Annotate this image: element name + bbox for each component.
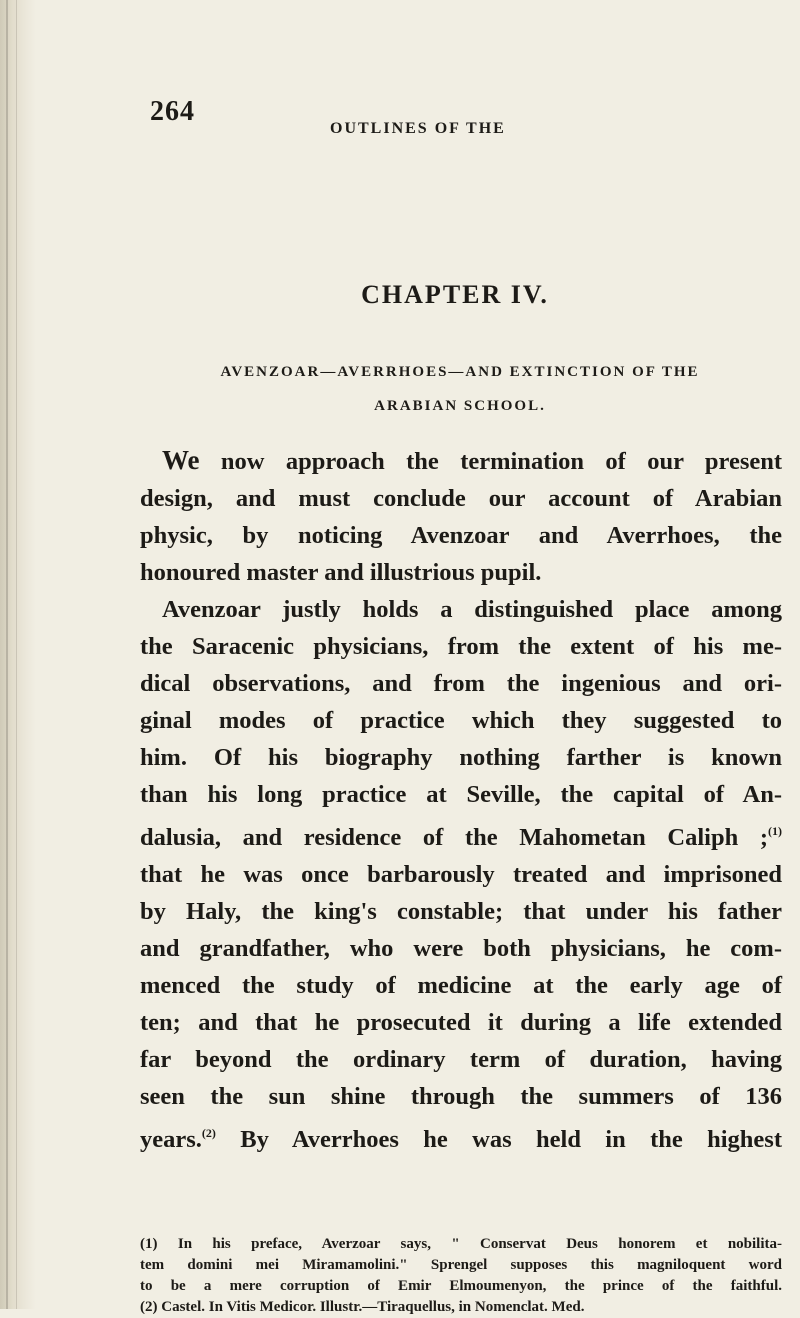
text-line-content: now approach the termination of our present	[220, 448, 783, 475]
chapter-subtitle-line-2: ARABIAN SCHOOL.	[374, 398, 546, 414]
text-line	[140, 813, 782, 856]
chapter-subtitle-line-1: AVENZOAR—AVERRHOES—AND EXTINCTION OF THE	[220, 364, 700, 380]
text-line: dical observations, and from the ingenious and ori-	[140, 670, 782, 697]
text-line: Avenzoar justly holds a distinguished place among	[162, 596, 782, 623]
text-line-content: years.	[140, 1126, 202, 1153]
text-line: than his long practice at Seville, the capital of An-	[140, 781, 782, 808]
text-line: ten; and that he prosecuted it during a life extended	[140, 1009, 782, 1036]
text-line-content: By Averrhoes he was held in the highest	[240, 1126, 783, 1153]
text-line	[140, 442, 782, 480]
footnote-ref-1: (1)	[768, 824, 782, 838]
text-line: menced the study of medicine at the early age of	[140, 972, 782, 999]
page-number: 264	[150, 96, 195, 127]
footnote-ref-2: (2)	[201, 1126, 216, 1140]
text-line: ginal modes of practice which they suggested to	[140, 707, 782, 734]
paragraph-2	[140, 591, 782, 1158]
text-line: seen the sun shine through the summers of 136	[140, 1083, 782, 1110]
text-line: design, and must conclude our account of Arabian	[140, 485, 782, 512]
footnotes	[140, 1234, 782, 1318]
footnote-2: (2) Castel. In Vitis Medicor. Illustr.—Tiraquellus, in Nomenclat. Med.	[140, 1299, 585, 1315]
text-line: by Haly, the king's constable; that under his father	[140, 898, 782, 925]
page-binding-edge	[0, 0, 36, 1309]
text-line: that he was once barbarously treated and imprisoned	[140, 861, 782, 888]
text-line: far beyond the ordinary term of duration, having	[140, 1046, 782, 1073]
text-line: him. Of his biography nothing farther is known	[140, 744, 782, 771]
text-line: physic, by noticing Avenzoar and Averrhoes, the	[140, 522, 782, 549]
footnote-1-line: tem domini mei Miramamolini." Sprengel supposes this magniloquent word	[140, 1257, 782, 1273]
chapter-title: CHAPTER IV.	[361, 280, 549, 309]
footnote-1-line: to be a mere corruption of Emir Elmoumenyon, the prince of the faithful.	[140, 1278, 782, 1294]
footnote-1-line: (1) In his preface, Averzoar says, " Conservat Deus honorem et nobilita-	[140, 1236, 782, 1252]
text-line: honoured master and illustrious pupil.	[140, 559, 542, 586]
text-line: the Saracenic physicians, from the extent of his me-	[140, 633, 782, 660]
text-line: and grandfather, who were both physicians, he com-	[140, 935, 782, 962]
drop-capital: We	[162, 445, 200, 475]
body-text	[140, 442, 782, 1158]
paragraph-1	[140, 442, 782, 591]
running-head: OUTLINES OF THE	[330, 120, 506, 137]
text-line-content: dalusia, and residence of the Mahometan Caliph ;	[140, 824, 768, 851]
text-line	[140, 1115, 782, 1158]
